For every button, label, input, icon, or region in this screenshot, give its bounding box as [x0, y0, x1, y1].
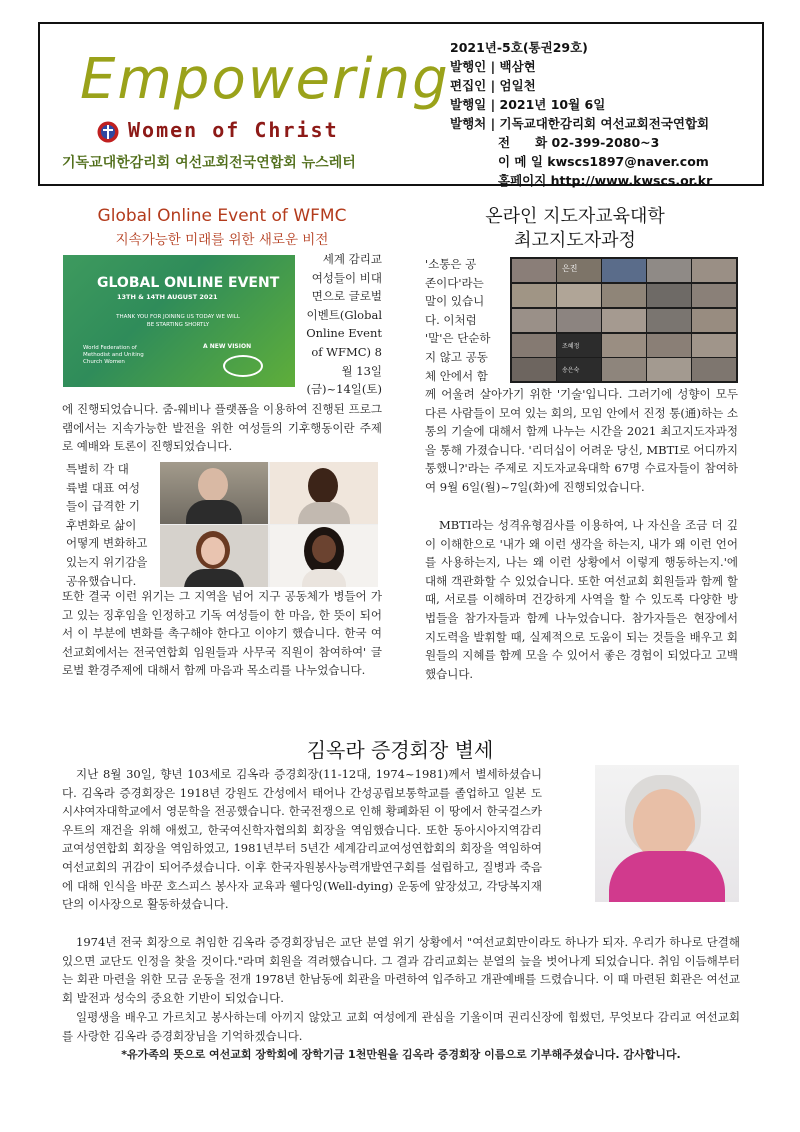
article3-title: 김옥라 증경회장 별세	[306, 738, 494, 762]
portrait-photo-image	[595, 765, 739, 902]
zoom-tile	[512, 284, 556, 307]
text-line: 후변화로 삶이	[66, 517, 137, 532]
text-line: 특별히 각 대	[66, 462, 129, 476]
article2-paragraph-b: MBTI라는 성격유형검사를 이용하여, 나 자신을 조금 더 깊이 이해한으로 '내가 왜 이런 생각을 하는지, 내가 왜 이런 언어를 사용하는지, 나는 왜 이런 상황에서 이렇게 행동하는지.'에 대해 객관화할 수 있었습니다. 또한 여선교회 회원들과 함께 할 때, 서로를 이해하며 건강하게 사역을 할 수 있도록 다양한 방법들을 참가자들과 함께 나누었습니다. 참가자들은 현장에서 지도력을 발휘할 때, 실제적으로 도움이 되는 것들을 배우고 회원들의 지혜를 함께 모을 수 있어서 좋은 경험이 되었다고 고백했습니다.	[425, 518, 738, 681]
zoom-tile	[602, 309, 646, 332]
zoom-tile	[557, 284, 601, 307]
banner-org: World Federation of Methodist and Uniting Church Women	[83, 345, 144, 365]
zoom-tile	[647, 284, 691, 307]
zoom-name-label: 조혜정	[562, 343, 580, 350]
banner-message: THANK YOU FOR JOINING US TODAY WE WILL BE STARTING SHORTLY	[116, 314, 240, 328]
article1-title: Global Online Event of WFMC	[97, 206, 347, 226]
participant-tile	[160, 462, 268, 524]
text-line: of WFMC) 8	[311, 344, 382, 359]
zoom-name-label: 송은숙	[562, 367, 580, 374]
zoom-tile	[512, 358, 556, 381]
publish-date: 발행일 | 2021년 10월 6일	[450, 97, 606, 112]
banner-title: GLOBAL ONLINE EVENT	[97, 275, 280, 291]
issue-number: 2021년-5호(통권29호)	[450, 40, 588, 55]
article1-paragraph-b: 또한 결국 이런 위기는 그 지역을 넘어 지구 공동체가 병들어 가고 있는 징후임을 인정하고 기독 여성들이 한 마음, 한 뜻이 되어서 이 부분에 변화를 촉구해야 한다고 이야기 했습니다. 한국 여선교회에서는 전국연합회 임원들과 사무국 직원이 참여하여' 글로벌 환경주제에 대해서 함께 마음과 목소리를 나누었습니다.	[62, 589, 382, 678]
article3-paragraph-a: 지난 8월 30일, 향년 103세로 김옥라 증경회장(11-12대, 1974~1981)께서 별세하셨습니다. 김옥라 증경회장은 1918년 강원도 간성에서 태어나 간성공립보통학교를 졸업하고 일본 도시샤여자대학교에서 영문학을 전공했습니다. 한국전쟁으로 인해 황폐화된 이 땅에서 한국걸스카우트의 재건을 위해 애썼고, 한국여신학자협의회 회장을 역임했습니다. 또한 동아시아지역감리교여성연합회 회장을 역임하였고, 1981년부터 5년간 세계감리교여성연합회의 회장을 역임하여 여선교회의 귀감이 되어주셨습니다. 이후 한국자원봉사능력개발연구회를 설립하고, 질병과 죽음에 대해 인식을 바꾼 호스피스 봉사자 교육과 웰다잉(Well-dying) 운동에 앞장섰고, 각당복지재단의 이사장으로 활동하셨습니다.	[62, 767, 542, 912]
text-line: 존이다'라는	[425, 275, 484, 290]
text-line: 여성들이 비대	[311, 270, 382, 285]
article2-title-line2: 최고지도자과정	[514, 230, 636, 251]
zoom-tile	[692, 334, 736, 357]
text-line: 말이 있습니	[425, 294, 485, 309]
zoom-tile	[602, 358, 646, 381]
text-line: 이벤트(Global	[306, 307, 382, 322]
zoom-meeting-screenshot-image	[510, 257, 738, 383]
publishing-office: 발행처 | 기독교대한감리회 여선교회전국연합회	[450, 116, 710, 131]
text-line: 세계 감리교	[322, 252, 382, 266]
zoom-tile	[512, 309, 556, 332]
article2-wrap-text-a	[425, 255, 505, 385]
zoom-tile	[692, 358, 736, 381]
eye-icon	[223, 355, 263, 377]
zoom-tile	[602, 259, 646, 282]
organization-name: 기독교대한감리회 여선교회전국연합회 뉴스레터	[62, 155, 356, 171]
text-line: 체 안에서 함	[425, 368, 488, 383]
text-line: 륙별 대표 여성	[66, 480, 140, 495]
article2-paragraph-a: 께 어울려 살아가기 위한 '기술'입니다. 그러기에 성향이 모두 다른 사람들이 모여 있는 회의, 모임 안에서 진정 통(通)하는 소통의 기술에 대해서 함께 나누는 시간을 2021 최고지도자과정을 통해 가졌습니다. '리더십이 어려운 당신, MBTI로 어디까지 통했니?'라는 주제로 지도자교육대학 67명 수료자들이 참여하여 9월 6일(월)~7일(화)에 진행되었습니다.	[425, 387, 738, 494]
text-line: (금)~14일(토)	[306, 382, 382, 397]
text-line: 면으로 글로벌	[311, 289, 382, 304]
article2-title-line1: 온라인 지도자교육대학	[485, 206, 665, 227]
article1-subtitle: 지속가능한 미래를 위한 새로운 비전	[115, 232, 329, 248]
newsletter-logo-title: Empowering	[80, 47, 450, 112]
participant-tile	[270, 525, 378, 587]
zoom-tile	[512, 259, 556, 282]
text-line: 다. 이처럼	[425, 312, 477, 327]
article1-wrap-text-a	[300, 250, 382, 399]
donation-note: *유가족의 뜻으로 여선교회 장학회에 장학기금 1천만원을 김옥라 증경회장 이름으로 기부해주셨습니다. 감사합니다.	[121, 1048, 681, 1061]
homepage: 홈페이지 http://www.kwscs.or.kr	[498, 173, 713, 188]
newsletter-logo-subtitle: Women of Christ	[128, 118, 339, 142]
zoom-tile	[602, 284, 646, 307]
email: 이 메 일 kwscs1897@naver.com	[498, 154, 709, 169]
zoom-name-label: 은진	[562, 264, 578, 273]
article2-title	[410, 205, 740, 253]
text-line: 지 않고 공동	[425, 349, 488, 364]
article3-paragraph-c: 일평생을 배우고 가르치고 봉사하는데 아끼지 않았고 교회 여성에게 관심을 기울이며 권리신장에 힘썼던, 무엇보다 감리교 여선교회를 사랑한 김옥라 증경회장님을 기억하겠습니다.	[62, 1010, 740, 1043]
article1-paragraph-a: 에 진행되었습니다. 줌-웨비나 플랫폼을 이용하여 진행된 프로그램에서는 지속가능한 발전을 위한 여성들의 기후행동이란 주제로 예배와 토론이 진행되었습니다.	[62, 402, 382, 454]
article1-wrap-text-b	[62, 460, 156, 590]
zoom-tile	[602, 334, 646, 357]
article3-paragraph-b: 1974년 전국 회장으로 취임한 김옥라 증경회장님은 교단 분열 위기 상황에서 "여선교회만이라도 하나가 되자. 우리가 하나로 단결해 있으면 교단도 인정을 찾을 것이다."라며 회원을 격려했습니다. 그 결과 감리교회는 분열의 늪을 벗어나게 되었습니다. 취임 이듬해부터는 회관 마련을 위한 모금 운동을 전개 1978년 한남동에 회관을 마련하여 입주하고 개관예배를 드렸습니다. 이 때 마련된 회관은 여선교회 발전과 성숙의 중요한 기반이 되었습니다.	[62, 935, 740, 1005]
text-line: '말'은 단순하	[425, 331, 491, 346]
publisher: 발행인 | 백삼현	[450, 59, 536, 74]
text-line: Online Event	[306, 326, 382, 341]
global-online-event-banner-image	[63, 255, 295, 387]
editor: 편집인 | 엄일천	[450, 78, 536, 93]
text-line: 공유했습니다.	[66, 573, 137, 588]
zoom-tile	[512, 334, 556, 357]
text-line: 있는지 위기감을	[66, 554, 148, 569]
video-call-participants-image	[160, 462, 378, 587]
banner-vision: A NEW VISION	[203, 343, 252, 350]
zoom-tile	[557, 309, 601, 332]
participant-tile	[270, 462, 378, 524]
zoom-tile	[692, 284, 736, 307]
zoom-tile	[647, 309, 691, 332]
participant-tile	[160, 525, 268, 587]
text-line: 어떻게 변화하고	[66, 536, 148, 551]
zoom-tile	[647, 334, 691, 357]
text-line: '소통은 공	[425, 257, 477, 271]
zoom-tile	[647, 358, 691, 381]
zoom-tile	[647, 259, 691, 282]
zoom-tile	[692, 309, 736, 332]
phone: 전 화 02-399-2080~3	[498, 135, 660, 150]
methodist-emblem-icon	[97, 121, 119, 143]
text-line: 월 13일	[341, 363, 382, 378]
text-line: 들이 급격한 기	[66, 499, 140, 514]
publication-info	[450, 38, 712, 190]
banner-dates: 13TH & 14TH AUGUST 2021	[117, 293, 218, 301]
zoom-tile	[692, 259, 736, 282]
